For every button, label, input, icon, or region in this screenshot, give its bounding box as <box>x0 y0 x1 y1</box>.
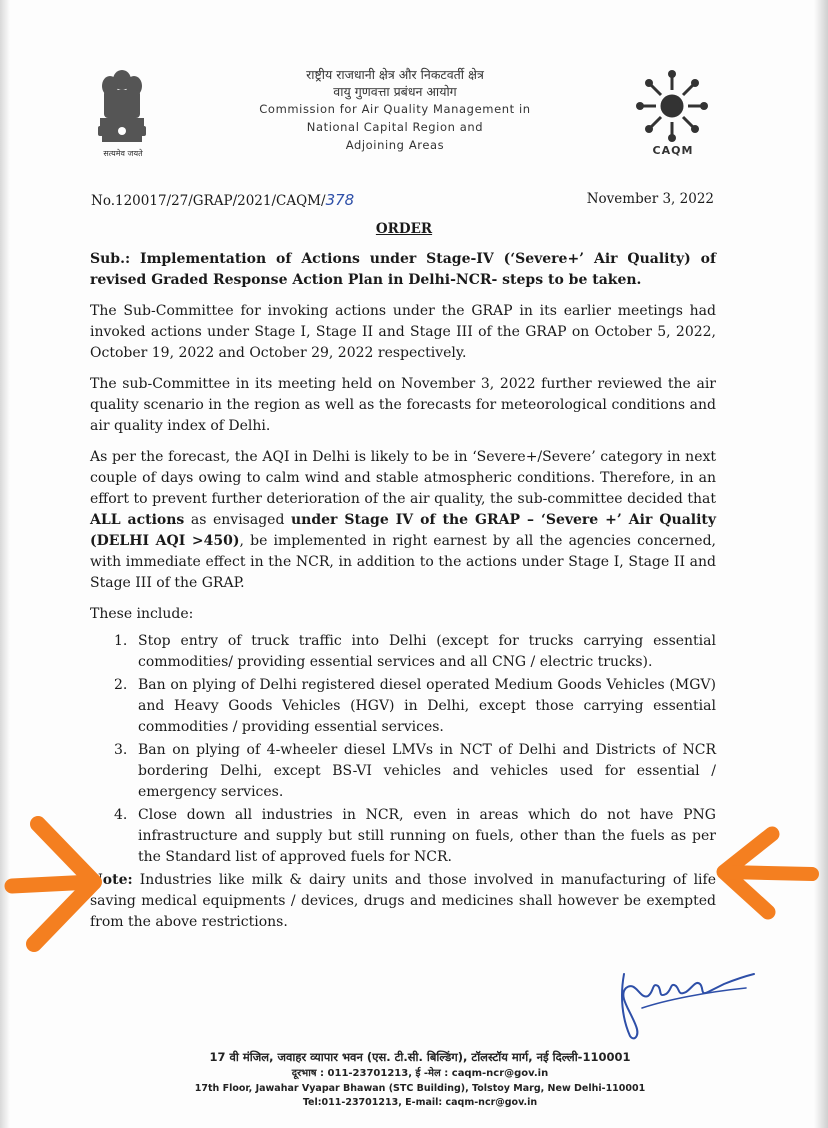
paragraph-1: The Sub-Committee for invoking actions under the GRAP in its earlier meetings had invoked actions under Stage I, Stage II and Stage III of the GRAP on October 5, 2022, October 19, 2022 and October 29, 2022 respectively. <box>90 303 716 361</box>
action-list <box>90 631 716 868</box>
reference-number-handwritten: 378 <box>325 191 355 209</box>
action-text: Ban on plying of 4-wheeler diesel LMVs in NCT of Delhi and Districts of NCR bordering Delhi, except BS-VI vehicles and vehicles used for essential / emergency services. <box>138 742 716 800</box>
page-shadow-left <box>0 0 10 1128</box>
action-number: 2. <box>114 677 128 693</box>
note-text: Industries like milk & dairy units and those involved in manufacturing of life saving medical equipments / devices, drugs and medicines shall however be exempted from the above restrictions. <box>90 872 716 930</box>
letterhead-english-line3: Adjoining Areas <box>345 138 445 152</box>
paragraph-3-text-c: , be implemented in right earnest by all the agencies concerned, with immediate effect in the NCR, in addition to the actions under Stage I, Stage II and Stage III of the GRAP. <box>90 533 716 591</box>
footer-english-contact: Tel:011-23701213, E-mail: caqm-ncr@gov.in <box>302 1097 538 1108</box>
paragraph-3-text-a: As per the forecast, the AQI in Delhi is likely to be in ‘Severe+/Severe’ category in next couple of days owing to calm wind and stable atmospheric conditions. Therefore, in an effort to prevent further deterioration of the air quality, the sub-committee decided that <box>90 449 716 507</box>
reference-number-printed: No.120017/27/GRAP/2021/CAQM/ <box>91 193 326 209</box>
these-include-label: These include: <box>90 606 194 622</box>
order-body <box>90 249 716 943</box>
signature-mark <box>596 966 758 1044</box>
emblem-motto: सत्यमेव जयते <box>103 149 143 158</box>
action-text: Ban on plying of Delhi registered diesel operated Medium Goods Vehicles (MGV) and Heavy Goods Vehicles (HGV) in Delhi, except those carrying essential commodities / providing essential services. <box>138 677 716 735</box>
footer-hindi-address: 17 वी मंजिल, जवाहर व्यापार भवन (एस. टी.सी. बिल्डिंग), टॉलस्टॉय मार्ग, नई दिल्ली-110001 <box>209 1050 631 1064</box>
footer-hindi-contact: दूरभाष : 011-23701213, ई -मेल : caqm-ncr@gov.in <box>291 1068 549 1079</box>
order-date: November 3, 2022 <box>586 191 714 207</box>
note-label: Note: <box>90 872 133 888</box>
letterhead-english-line1: Commission for Air Quality Management in <box>259 102 531 116</box>
letterhead-hindi-line2: वायु गुणवत्ता प्रबंधन आयोग <box>333 84 457 99</box>
action-number: 4. <box>114 807 128 823</box>
paragraph-3-text-b: as envisaged <box>184 512 291 528</box>
footer-english-address: 17th Floor, Jawahar Vyapar Bhawan (STC Building), Tolstoy Marg, New Delhi-110001 <box>194 1083 646 1094</box>
action-item <box>90 675 716 738</box>
action-number: 1. <box>114 633 128 649</box>
paragraph-3-bold-a: ALL actions <box>90 512 185 528</box>
letterhead-hindi-line1: राष्ट्रीय राजधानी क्षेत्र और निकटवर्ती क्षेत्र <box>306 67 484 82</box>
paragraph-3-bold-b: under Stage IV of the GRAP – ‘Severe +’ Air Quality (DELHI AQI >450) <box>90 512 717 549</box>
reference-number <box>91 191 354 209</box>
caqm-logo-text: CAQM <box>652 144 694 157</box>
action-item <box>90 740 716 803</box>
action-text: Stop entry of truck traffic into Delhi (except for trucks carrying essential commodities/ providing essential services and all CNG / electric trucks). <box>138 633 716 670</box>
page-shadow-right <box>814 0 828 1128</box>
annotation-arrow-left-icon <box>4 816 116 952</box>
paragraph-2: The sub-Committee in its meeting held on November 3, 2022 further reviewed the air quality scenario in the region as well as the forecasts for meteorological conditions and air quality index of Delhi. <box>90 376 716 434</box>
paragraph-3 <box>90 447 716 594</box>
action-text: Close down all industries in NCR, even in areas which do not have PNG infrastructure and supply but still running on fuels, other than the fuels as per the Standard list of approved fuels for NCR. <box>138 807 716 865</box>
note <box>90 870 716 933</box>
letterhead <box>205 66 585 154</box>
action-item <box>90 805 716 868</box>
annotation-arrow-right-icon <box>710 826 822 922</box>
subject-line: Sub.: Implementation of Actions under Stage-IV (‘Severe+’ Air Quality) of revised Graded Response Action Plan in Delhi-NCR- steps to be taken. <box>90 251 716 288</box>
action-item <box>90 631 716 673</box>
footer-address <box>140 1048 700 1110</box>
action-number: 3. <box>114 742 128 758</box>
letterhead-english-line2: National Capital Region and <box>306 120 484 134</box>
order-title: ORDER <box>375 221 433 237</box>
